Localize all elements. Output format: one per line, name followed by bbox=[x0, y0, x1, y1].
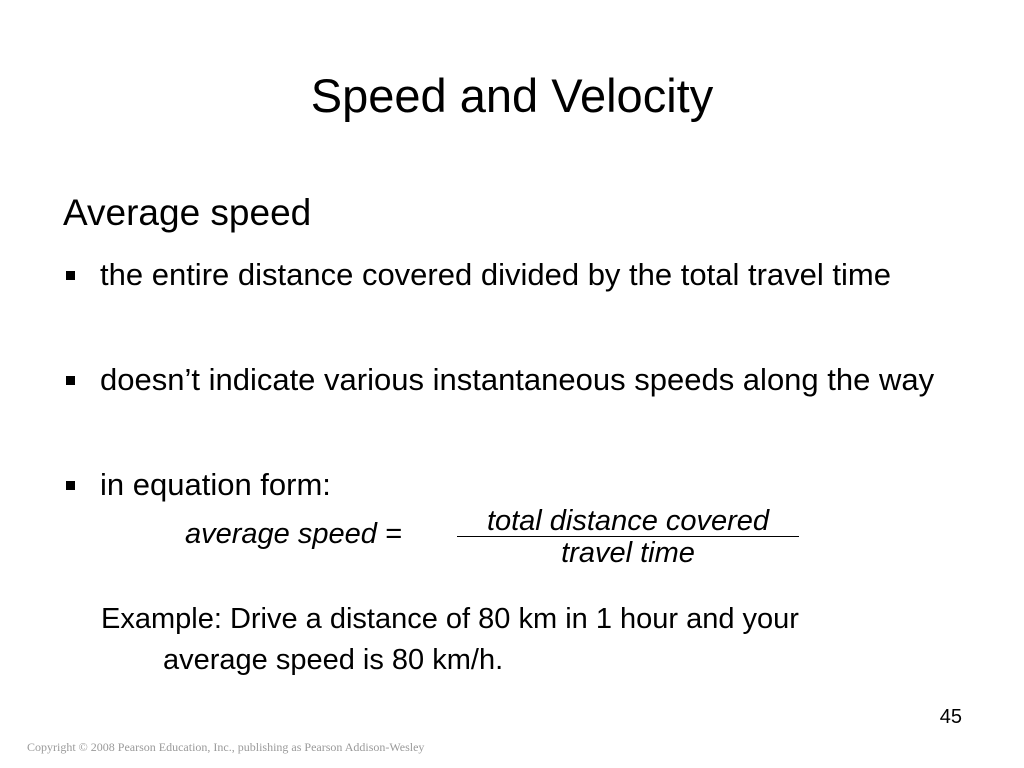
equation-numerator: total distance covered bbox=[486, 505, 770, 537]
bullet-text: doesn’t indicate various instantaneous speeds along the way bbox=[100, 362, 935, 397]
equation-denominator: travel time bbox=[561, 537, 695, 569]
equation-lhs: average speed = bbox=[185, 518, 402, 550]
example-line-1: Example: Drive a distance of 80 km in 1 hour and your bbox=[101, 603, 799, 635]
square-bullet-icon bbox=[66, 481, 75, 490]
bullet-text: the entire distance covered divided by the total travel time bbox=[100, 257, 891, 292]
copyright-notice: Copyright © 2008 Pearson Education, Inc., publishing as Pearson Addison-Wesley bbox=[27, 740, 425, 754]
bullet-item bbox=[63, 253, 943, 297]
bullet-item bbox=[63, 358, 943, 402]
square-bullet-icon bbox=[66, 376, 75, 385]
square-bullet-icon bbox=[66, 271, 75, 280]
bullet-text: in equation form: bbox=[100, 467, 331, 502]
example-line-2: average speed is 80 km/h. bbox=[163, 644, 504, 676]
slide-title: Speed and Velocity bbox=[310, 69, 714, 122]
page-number: 45 bbox=[939, 706, 962, 728]
example-text bbox=[101, 599, 941, 681]
subheading: Average speed bbox=[63, 192, 312, 233]
bullet-item bbox=[63, 463, 943, 507]
